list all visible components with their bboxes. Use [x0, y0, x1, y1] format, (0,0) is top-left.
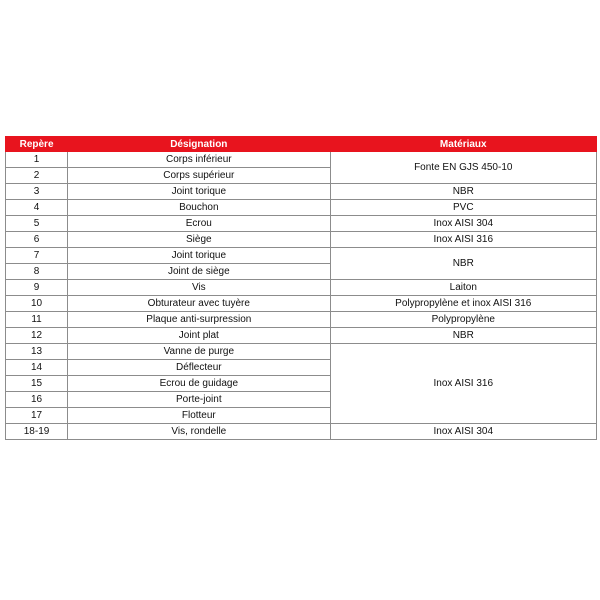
material-cell: Polypropylène [330, 312, 596, 328]
table-row [6, 184, 597, 200]
table-row [6, 424, 597, 440]
designation-cell: Ecrou [68, 216, 330, 232]
material-cell: Fonte EN GJS 450-10 [330, 152, 596, 184]
header-repere: Repère [6, 137, 68, 152]
designation-cell: Vis, rondelle [68, 424, 330, 440]
table-row [6, 296, 597, 312]
repere-cell: 8 [6, 264, 68, 280]
designation-cell: Vis [68, 280, 330, 296]
material-cell: NBR [330, 184, 596, 200]
material-cell: PVC [330, 200, 596, 216]
designation-cell: Corps supérieur [68, 168, 330, 184]
table-row [6, 200, 597, 216]
material-cell: Inox AISI 316 [330, 344, 596, 424]
material-cell: NBR [330, 328, 596, 344]
repere-cell: 7 [6, 248, 68, 264]
repere-cell: 11 [6, 312, 68, 328]
designation-cell: Joint de siège [68, 264, 330, 280]
designation-cell: Plaque anti-surpression [68, 312, 330, 328]
repere-cell: 6 [6, 232, 68, 248]
repere-cell: 4 [6, 200, 68, 216]
material-cell: NBR [330, 248, 596, 280]
designation-cell: Joint plat [68, 328, 330, 344]
repere-cell: 17 [6, 408, 68, 424]
designation-cell: Obturateur avec tuyère [68, 296, 330, 312]
designation-cell: Flotteur [68, 408, 330, 424]
header-designation: Désignation [68, 137, 330, 152]
table-row [6, 152, 597, 168]
repere-cell: 18-19 [6, 424, 68, 440]
designation-cell: Joint torique [68, 248, 330, 264]
parts-materials-table [5, 136, 597, 440]
repere-cell: 1 [6, 152, 68, 168]
repere-cell: 10 [6, 296, 68, 312]
repere-cell: 5 [6, 216, 68, 232]
table-row [6, 328, 597, 344]
repere-cell: 15 [6, 376, 68, 392]
designation-cell: Vanne de purge [68, 344, 330, 360]
table-row [6, 344, 597, 360]
header-row [6, 137, 597, 152]
designation-cell: Porte-joint [68, 392, 330, 408]
table-row [6, 248, 597, 264]
table-header [6, 137, 597, 152]
material-cell: Inox AISI 304 [330, 424, 596, 440]
material-cell: Inox AISI 316 [330, 232, 596, 248]
table-row [6, 280, 597, 296]
repere-cell: 3 [6, 184, 68, 200]
material-cell: Laiton [330, 280, 596, 296]
repere-cell: 14 [6, 360, 68, 376]
designation-cell: Bouchon [68, 200, 330, 216]
designation-cell: Joint torique [68, 184, 330, 200]
designation-cell: Déflecteur [68, 360, 330, 376]
repere-cell: 2 [6, 168, 68, 184]
repere-cell: 12 [6, 328, 68, 344]
table-body [6, 152, 597, 440]
designation-cell: Ecrou de guidage [68, 376, 330, 392]
table-row [6, 216, 597, 232]
repere-cell: 9 [6, 280, 68, 296]
table-row [6, 312, 597, 328]
table-row [6, 232, 597, 248]
repere-cell: 13 [6, 344, 68, 360]
designation-cell: Corps inférieur [68, 152, 330, 168]
material-cell: Inox AISI 304 [330, 216, 596, 232]
material-cell: Polypropylène et inox AISI 316 [330, 296, 596, 312]
header-materiaux: Matériaux [330, 137, 596, 152]
repere-cell: 16 [6, 392, 68, 408]
designation-cell: Siège [68, 232, 330, 248]
